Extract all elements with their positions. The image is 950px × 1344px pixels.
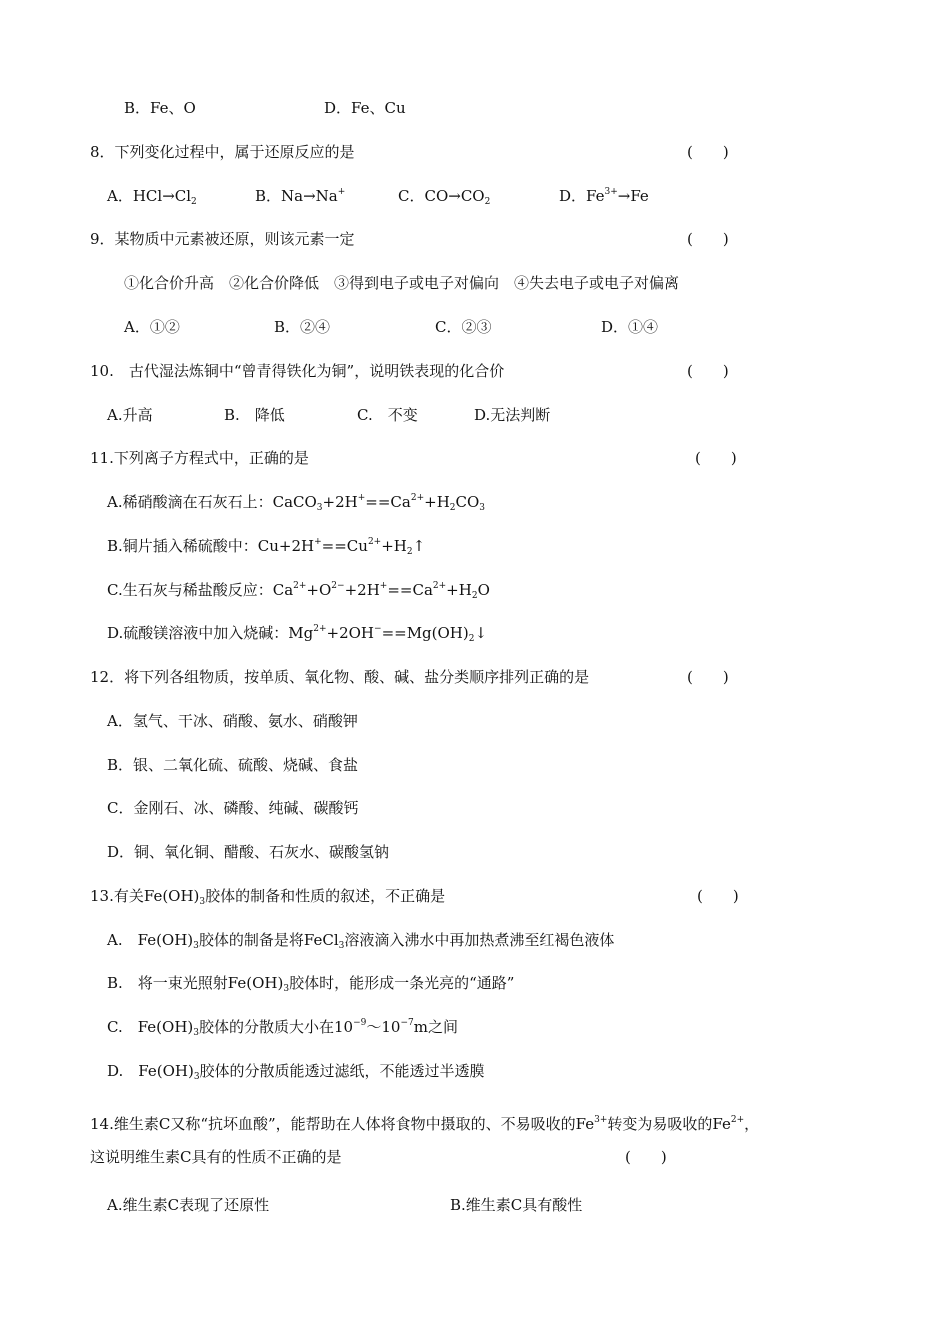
q11-answer-paren: ( ) <box>695 449 737 467</box>
q9-option-d: D．①④ <box>601 318 659 336</box>
q8-option-a: A．$HCl\to Cl_2$ <box>107 187 197 207</box>
q11-option-b: B.铜片插入稀硫酸中：$Cu+2H^+==Cu^{2+}+H_2↑$ <box>107 537 426 557</box>
q8-option-c: C．$CO\to CO_2$ <box>398 187 491 207</box>
q12-option-d: D．铜、氧化铜、醋酸、石灰水、碳酸氢钠 <box>107 843 390 861</box>
q9-option-a: A．①② <box>124 318 180 336</box>
q14-option-a: A.维生素C表现了还原性 <box>107 1196 270 1214</box>
q9-option-b: B．②④ <box>274 318 331 336</box>
q14-stem-line2: 这说明维生素C具有的性质不正确的是 <box>90 1148 342 1166</box>
q8-option-d: D．$Fe^{3+}\to Fe$ <box>559 187 649 205</box>
q12-option-b: B．银、二氧化硫、硫酸、烧碱、食盐 <box>107 756 359 774</box>
q14-option-b: B.维生素C具有酸性 <box>450 1196 583 1214</box>
q10-stem: 10. 古代湿法炼铜中“曾青得铁化为铜”，说明铁表现的化合价 <box>90 362 505 380</box>
q12-stem: 12．将下列各组物质，按单质、氧化物、酸、碱、盐分类顺序排列正确的是 <box>90 668 590 686</box>
q11-option-a: A.稀硝酸滴在石灰石上：$CaCO_3+2H^+==Ca^{2+}+H_2CO_3$ <box>107 493 486 513</box>
q13-option-a: A. $Fe(OH)_3$胶体的制备是将FeCl$_3$溶液滴入沸水中再加热煮沸至红褐色液体 <box>107 931 615 951</box>
q13-option-c: C. $Fe(OH)_3$胶体的分散质大小在$10^{-9}\sim 10^{-7}m$之间 <box>107 1018 458 1038</box>
q14-answer-paren: ( ) <box>625 1148 667 1166</box>
q10-option-d: D.无法判断 <box>474 406 551 424</box>
q12-answer-paren: ( ) <box>687 668 729 686</box>
q13-stem: 13.有关$Fe(OH)_3$胶体的制备和性质的叙述，不正确是 <box>90 887 446 907</box>
q8-option-b: B．Na→Na+ <box>255 187 346 205</box>
q11-stem: 11.下列离子方程式中，正确的是 <box>90 449 309 467</box>
q10-option-c: C. 不变 <box>357 406 418 424</box>
q10-answer-paren: ( ) <box>687 362 729 380</box>
q8-answer-paren: ( ) <box>687 143 729 161</box>
q9-answer-paren: ( ) <box>687 230 729 248</box>
q10-option-a: A.升高 <box>107 406 153 424</box>
q7-option-b: B．Fe、O <box>124 99 196 117</box>
q13-option-b: B. 将一束光照射$Fe(OH)_3$胶体时，能形成一条光亮的“通路” <box>107 974 515 994</box>
q11-option-d: D.硫酸镁溶液中加入烧碱：$Mg^{2+}+2OH^-==Mg(OH)_2↓$ <box>107 624 488 644</box>
q14-stem-line1: 14.维生素C又称“抗坏血酸”，能帮助在人体将食物中摄取的、不易吸收的$Fe^{3+}$转变为易吸收的$Fe^{2+}$， <box>90 1115 760 1133</box>
q9-statements: ①化合价升高 ②化合价降低 ③得到电子或电子对偏向 ④失去电子或电子对偏离 <box>124 274 680 292</box>
q8-stem: 8．下列变化过程中，属于还原反应的是 <box>90 143 355 161</box>
q12-option-c: C．金刚石、冰、磷酸、纯碱、碳酸钙 <box>107 799 359 817</box>
q12-option-a: A．氢气、干冰、硝酸、氨水、硝酸钾 <box>107 712 358 730</box>
q13-option-d: D. $Fe(OH)_3$胶体的分散质能透过滤纸，不能透过半透膜 <box>107 1062 485 1082</box>
q11-option-c: C.生石灰与稀盐酸反应：$Ca^{2+}+O^{2-}+2H^+==Ca^{2+}+H_2O$ <box>107 581 490 601</box>
q13-answer-paren: ( ) <box>697 887 739 905</box>
q7-option-d: D．Fe、Cu <box>324 99 406 117</box>
q9-stem: 9．某物质中元素被还原，则该元素一定 <box>90 230 355 248</box>
q10-option-b: B. 降低 <box>224 406 285 424</box>
q9-option-c: C．②③ <box>435 318 492 336</box>
